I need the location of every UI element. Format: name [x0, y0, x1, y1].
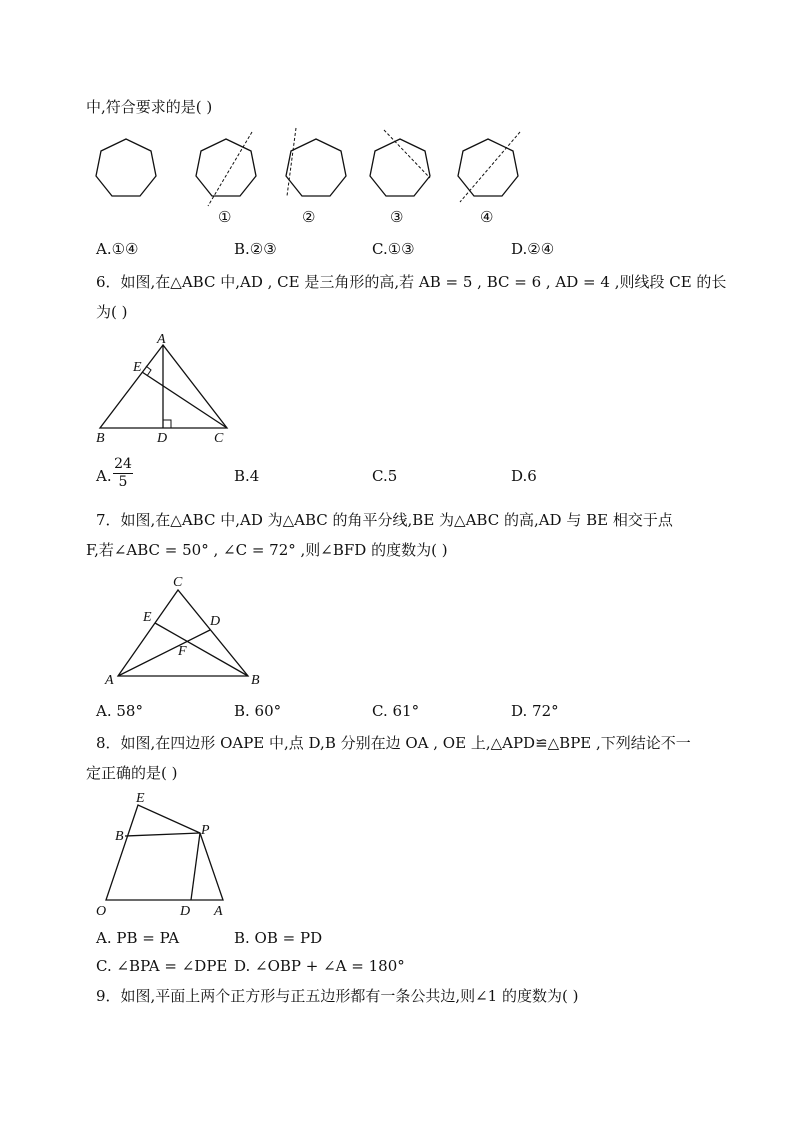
- q6-label-d: D: [157, 431, 168, 446]
- q6-label-c: C: [214, 431, 224, 446]
- q8-label-d: D: [180, 904, 191, 919]
- q5-label-4: ④: [480, 210, 494, 226]
- q5-option-c[interactable]: C.①③: [372, 240, 415, 258]
- q5-stem: 中,符合要求的是( ): [86, 98, 213, 116]
- q7-label-e: E: [143, 610, 152, 625]
- q8-option-a[interactable]: A. PB = PA: [96, 929, 180, 947]
- q8-stem-line1: 8．如图,在四边形 OAPE 中,点 D,B 分别在边 OA , OE 上,△APD≌△BPE ,下列结论不一: [96, 734, 691, 752]
- q6-option-b[interactable]: B.4: [234, 467, 260, 485]
- q5-option-d[interactable]: D.②④: [511, 240, 555, 258]
- q8-option-c[interactable]: C. ∠BPA = ∠DPE: [96, 957, 228, 975]
- q7-label-d: D: [210, 614, 221, 629]
- q8-quadrilateral: [106, 805, 223, 900]
- q6-option-d[interactable]: D.6: [511, 467, 537, 485]
- q6-label-a: A: [157, 332, 166, 347]
- q7-label-c: C: [173, 575, 183, 590]
- q7-label-b: B: [251, 673, 260, 688]
- q8-stem-line2: 定正确的是( ): [86, 764, 178, 782]
- q8-label-a: A: [214, 904, 223, 919]
- q6-label-b: B: [96, 431, 105, 446]
- q8-label-b: B: [115, 829, 124, 844]
- q7-label-a: A: [105, 673, 114, 688]
- q8-label-o: O: [96, 904, 107, 919]
- q6-stem-line1: 6．如图,在△ABC 中,AD , CE 是三角形的高,若 AB = 5 , BC = 6 , AD = 4 ,则线段 CE 的长: [96, 273, 727, 291]
- q5-label-1: ①: [218, 210, 232, 226]
- q8-segment-bp: [125, 833, 200, 836]
- q6-label-e: E: [133, 360, 142, 375]
- q6-option-a-denominator: 5: [118, 474, 128, 490]
- q7-option-b[interactable]: B. 60°: [234, 702, 282, 720]
- q5-label-3: ③: [390, 210, 404, 226]
- q6-option-a-numerator: 24: [114, 456, 132, 472]
- q8-label-e: E: [136, 791, 145, 806]
- q9-stem-line1: 9．如图,平面上两个正方形与正五边形都有一条公共边,则∠1 的度数为( ): [96, 987, 579, 1005]
- q6-option-a-prefix: A.: [96, 467, 112, 485]
- q8-option-d[interactable]: D. ∠OBP + ∠A = 180°: [234, 957, 405, 975]
- q8-label-p: P: [201, 823, 210, 838]
- q7-stem-line2: F,若∠ABC = 50° , ∠C = 72° ,则∠BFD 的度数为( ): [86, 541, 448, 559]
- q7-stem-line1: 7．如图,在△ABC 中,AD 为△ABC 的角平分线,BE 为△ABC 的高,AD 与 BE 相交于点: [96, 511, 673, 529]
- q7-option-c[interactable]: C. 61°: [372, 702, 420, 720]
- q8-option-b[interactable]: B. OB = PD: [234, 929, 323, 947]
- q5-option-b[interactable]: B.②③: [234, 240, 277, 258]
- q7-option-d[interactable]: D. 72°: [511, 702, 559, 720]
- q6-stem-line2: 为( ): [96, 303, 128, 321]
- q7-label-f: F: [178, 644, 187, 659]
- q8-segment-pd: [191, 833, 200, 900]
- q5-option-a[interactable]: A.①④: [96, 240, 139, 258]
- q5-label-2: ②: [302, 210, 316, 226]
- q6-option-c[interactable]: C.5: [372, 467, 398, 485]
- q7-option-a[interactable]: A. 58°: [96, 702, 143, 720]
